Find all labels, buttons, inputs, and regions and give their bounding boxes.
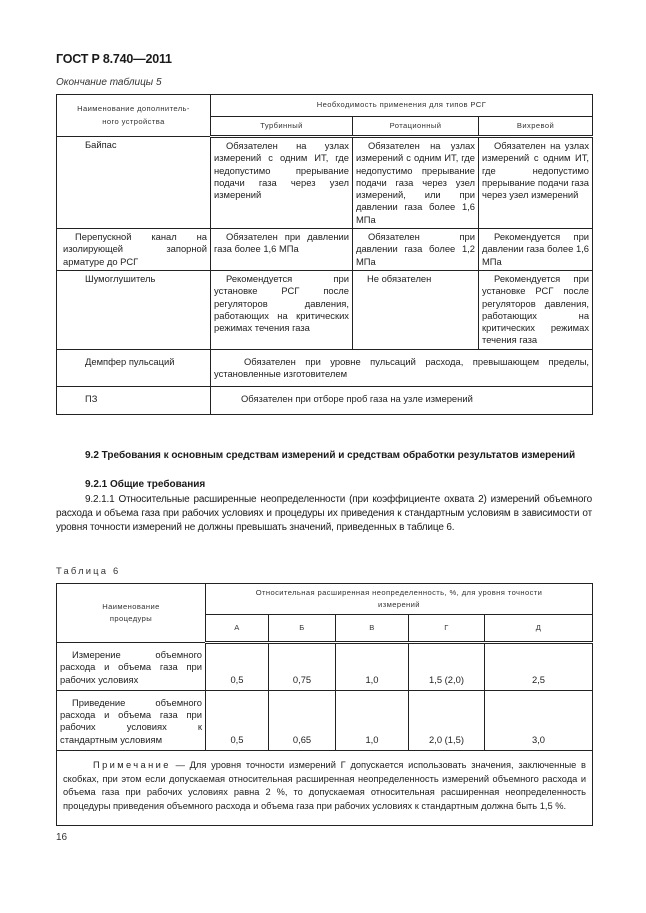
merged-cell: Обязателен при уровне пульсаций расхода, превышающем пределы, установленные изготовителем	[211, 349, 593, 387]
value-v: 1,0	[336, 690, 409, 750]
table5-caption: Окончание таблицы 5	[56, 77, 162, 88]
cell: Не обязателен	[353, 270, 479, 349]
col-header-g: Г	[409, 615, 485, 643]
cell: Обязателен на узлах измерений с одним ИТ, где недопустимо прерывание подачи газа через узел измерений	[211, 137, 353, 229]
value-b: 0,65	[269, 690, 336, 750]
value-g: 1,5 (2,0)	[409, 643, 485, 691]
section-paragraph: 9.2.1.1 Относительные расширенные неопределенности (при коэффициенте охвата 2) измерений объемного расхода и объема газа при рабочих условиях и процедуры их приведения к стандартным условиям в зависимости от уровня точности измерений не должны превышать значений, приведенных в таблице 6.	[56, 494, 592, 533]
value-a: 0,5	[206, 690, 269, 750]
table-row	[57, 270, 593, 349]
value-d: 3,0	[485, 690, 593, 750]
cell: Рекомендуется при давлении газа более 1,6 МПа	[479, 229, 593, 271]
value-g: 2,0 (1,5)	[409, 690, 485, 750]
table-note	[57, 751, 593, 826]
table-note-row	[57, 751, 593, 826]
table-row	[57, 643, 593, 691]
row-name: Приведение объемного расхода и объема газа при рабочих условиях к стандартным условиям	[57, 690, 206, 750]
row-name: ПЗ	[57, 387, 211, 414]
section-heading: 9.2 Требования к основным средствам измерений и средствам обработки результатов измерений	[85, 450, 576, 461]
cell: Обязателен на узлах измерений с одним ИТ, где недопустимо прерывание подачи газа через узел измерений, или при давлении газа более 1,6 МПа	[353, 137, 479, 229]
table-row	[57, 349, 593, 387]
col-header-b: Б	[269, 615, 336, 643]
table6-caption: Таблица 6	[56, 565, 121, 576]
col-header-procedure-name: Наименование процедуры	[57, 584, 206, 643]
col-header-v: В	[336, 615, 409, 643]
table-row	[57, 229, 593, 271]
cell: Обязателен при давлении газа более 1,6 МПа	[211, 229, 353, 271]
row-name: Демпфер пульсаций	[57, 349, 211, 387]
row-name: Перепускной канал на изолирующей запорной арматуре до РСГ	[57, 229, 211, 271]
cell: Обязателен при давлении газа более 1,2 МПа	[353, 229, 479, 271]
cell: Рекомендуется при установке РСГ после регуляторов давления, работающих на критических режимах течения газа	[211, 270, 353, 349]
row-name: Байпас	[57, 137, 211, 229]
table-row	[57, 137, 593, 229]
cell: Рекомендуется при установке РСГ после регуляторов давления, работающих на критических режимах течения газа	[479, 270, 593, 349]
section-subheading: 9.2.1 Общие требования	[85, 479, 206, 490]
cell: Обязателен на узлах измерений с одним ИТ, где недопустимо прерывание подачи газа через узел измерений	[479, 137, 593, 229]
row-name: Измерение объемного расхода и объема газа при рабочих условиях	[57, 643, 206, 691]
col-header-group: Необходимость применения для типов РСГ	[211, 95, 593, 117]
value-b: 0,75	[269, 643, 336, 691]
value-v: 1,0	[336, 643, 409, 691]
col-header-vortex: Вихревой	[479, 117, 593, 137]
col-header-d: Д	[485, 615, 593, 643]
table-5	[56, 94, 593, 415]
table-row	[57, 690, 593, 750]
col-header-a: А	[206, 615, 269, 643]
merged-cell: Обязателен при отборе проб газа на узле измерений	[211, 387, 593, 414]
table-row	[57, 387, 593, 414]
col-header-rotary: Ротационный	[353, 117, 479, 137]
document-code: ГОСТ Р 8.740—2011	[56, 52, 172, 66]
row-name: Шумоглушитель	[57, 270, 211, 349]
note-label: Примечание	[93, 760, 171, 771]
col-header-group: Относительная расширенная неопределенность, %, для уровня точности измерений	[206, 584, 593, 615]
note-text: — Для уровня точности измерений Г допускается использовать значения, заключенные в скобках, при этом если допускаемая относительная расширенная неопределенность измерений объемного расхода и объема газа при рабочих условиях равна 2 %, то допускаемая относительная расширенная неопределенность процедуры приведения объемного расхода и объема газа при рабочих условиях к стандартным должна быть 1,5 %.	[63, 760, 587, 811]
col-header-device-name: Наименование дополнитель-ного устройства	[57, 95, 211, 137]
value-a: 0,5	[206, 643, 269, 691]
page-number: 16	[56, 832, 68, 843]
value-d: 2,5	[485, 643, 593, 691]
table-6	[56, 583, 593, 826]
col-header-turbine: Турбинный	[211, 117, 353, 137]
